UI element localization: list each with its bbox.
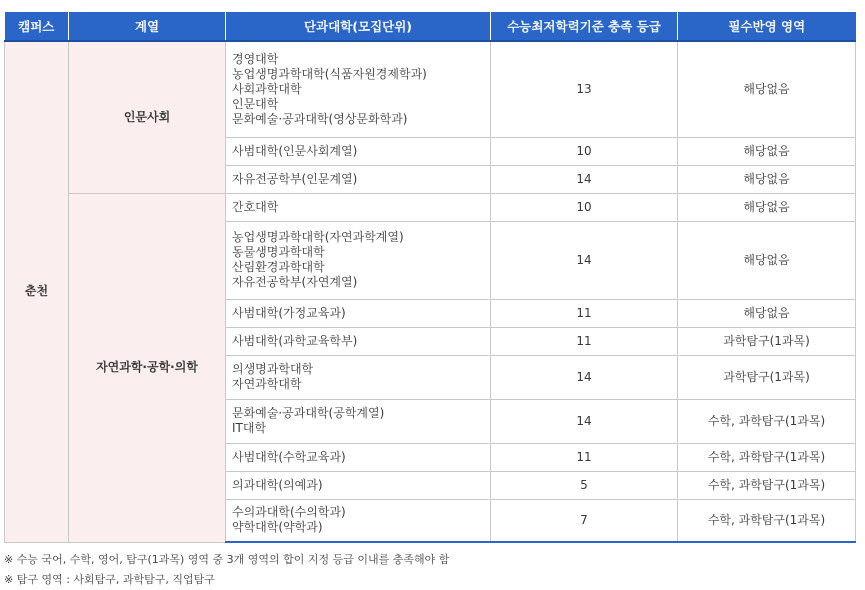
college-cell: [226, 41, 491, 137]
college-cell: [226, 355, 491, 399]
college-name: 약학대학(약학과): [232, 520, 323, 535]
table-row: [5, 193, 856, 221]
grade-cell: 10: [491, 193, 678, 221]
grade-cell: 11: [491, 443, 678, 471]
area-cell: 해당없음: [678, 137, 856, 165]
header-grade: 수능최저학력기준 충족 등급: [491, 12, 678, 41]
college-name: 간호대학: [232, 199, 279, 214]
college-name: 산림환경과학대학: [232, 260, 325, 274]
grade-cell: 14: [491, 221, 678, 299]
footnotes: [4, 550, 449, 590]
college-name: 사범대학(인문사회계열): [232, 143, 358, 158]
field-humanities: 인문사회: [69, 41, 226, 193]
campus-cell: 춘천: [5, 41, 69, 542]
college-name: 의생명과학대학: [232, 362, 314, 376]
area-cell: 해당없음: [678, 165, 856, 193]
grade-cell: 5: [491, 471, 678, 499]
header-row: [5, 12, 856, 41]
college-name: 자유전공학부(자연계열): [232, 275, 358, 289]
area-cell: 수학, 과학탐구(1과목): [678, 399, 856, 443]
grade-cell: 10: [491, 137, 678, 165]
college-cell: [226, 399, 491, 443]
college-name: 의과대학(의예과): [232, 477, 323, 492]
college-name: IT대학: [232, 421, 267, 435]
college-name: 농업생명과학대학(식품자원경제학과): [232, 66, 427, 81]
table-row: [5, 41, 856, 137]
college-cell: [226, 471, 491, 499]
college-name: 사회과학대학: [232, 81, 302, 96]
area-cell: 해당없음: [678, 193, 856, 221]
college-name: 사범대학(가정교육과): [232, 305, 346, 320]
college-name: 사범대학(수학교육과): [232, 449, 346, 464]
area-cell: 과학탐구(1과목): [678, 355, 856, 399]
college-cell: [226, 193, 491, 221]
college-name: 자유전공학부(인문계열): [232, 171, 358, 186]
area-cell: 해당없음: [678, 221, 856, 299]
college-cell: [226, 221, 491, 299]
grade-cell: 11: [491, 327, 678, 355]
requirements-table: [4, 12, 856, 543]
footnote: ※ 탐구 영역 : 사회탐구, 과학탐구, 직업탐구: [4, 573, 215, 586]
college-cell: [226, 327, 491, 355]
college-name: 경영대학: [232, 51, 279, 66]
header-campus: 캠퍼스: [5, 12, 69, 41]
college-name: 문화예술·공과대학(공학계열): [232, 406, 385, 420]
field-science: 자연과학·공학·의학: [69, 193, 226, 542]
header-college: 단과대학(모집단위): [226, 12, 491, 41]
area-cell: 해당없음: [678, 41, 856, 137]
college-cell: [226, 443, 491, 471]
college-cell: [226, 137, 491, 165]
header-field: 계열: [69, 12, 226, 41]
college-name: 사범대학(과학교육학부): [232, 333, 358, 348]
grade-cell: 7: [491, 499, 678, 542]
grade-cell: 13: [491, 41, 678, 137]
college-name: 동물생명과학대학: [232, 245, 325, 259]
footnote: ※ 수능 국어, 수학, 영어, 탐구(1과목) 영역 중 3개 영역의 합이 지정 등급 이내를 충족해야 함: [4, 553, 450, 566]
area-cell: 해당없음: [678, 299, 856, 327]
grade-cell: 14: [491, 165, 678, 193]
grade-cell: 11: [491, 299, 678, 327]
grade-cell: 14: [491, 399, 678, 443]
area-cell: 수학, 과학탐구(1과목): [678, 471, 856, 499]
area-cell: 과학탐구(1과목): [678, 327, 856, 355]
college-name: 농업생명과학대학(자연과학계열): [232, 230, 404, 244]
area-cell: 수학, 과학탐구(1과목): [678, 443, 856, 471]
header-area: 필수반영 영역: [678, 12, 856, 41]
college-cell: [226, 499, 491, 542]
grade-cell: 14: [491, 355, 678, 399]
college-name: 자연과학대학: [232, 377, 302, 391]
college-name: 수의과대학(수의학과): [232, 505, 346, 520]
college-name: 인문대학: [232, 96, 279, 111]
college-cell: [226, 299, 491, 327]
area-cell: 수학, 과학탐구(1과목): [678, 499, 856, 542]
college-name: 문화예술·공과대학(영상문화학과): [232, 111, 408, 126]
college-cell: [226, 165, 491, 193]
